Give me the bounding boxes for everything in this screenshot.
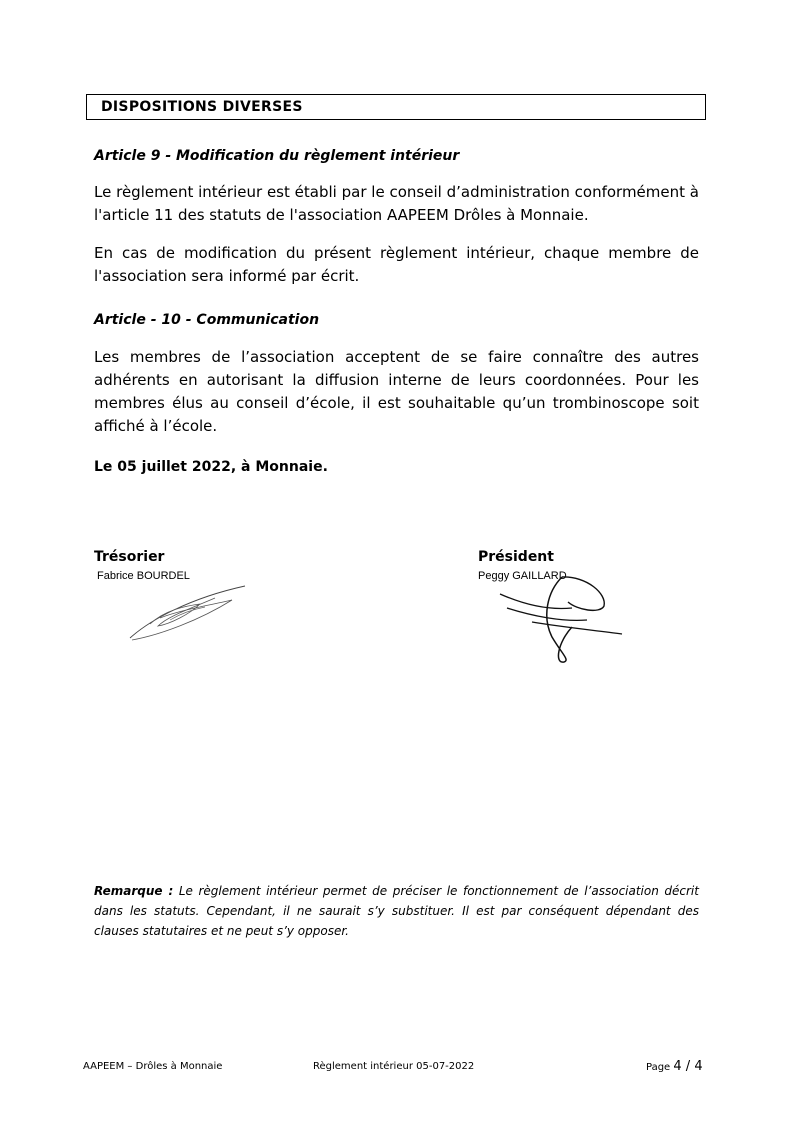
treasurer-role: Trésorier: [94, 549, 165, 565]
footer-center: Règlement intérieur 05-07-2022: [313, 1061, 475, 1072]
president-role: Président: [478, 549, 554, 565]
treasurer-name: Fabrice BOURDEL: [97, 570, 190, 582]
article-9-paragraph-1: Le règlement intérieur est établi par le conseil d’administration conformément à l'article 11 des statuts de l'association AAPEEM Drôles à Monnaie.: [94, 183, 699, 224]
remark-note: [94, 881, 699, 941]
footer-left: AAPEEM – Drôles à Monnaie: [83, 1061, 223, 1072]
remark-text: Le règlement intérieur permet de préciser le fonctionnement de l’association décrit dans les statuts. Cependant, il ne saurait s’y substituer. Il est par conséquent dépendant des clauses statutaires et ne peut s’y opposer.: [94, 884, 699, 938]
section-header: [86, 94, 706, 120]
footer-page: [646, 1059, 703, 1074]
footer-page-number: 4 / 4: [673, 1059, 703, 1074]
article-10-paragraph: Les membres de l’association acceptent de se faire connaître des autres adhérents en autorisant la diffusion interne de leurs coordonnées. Pour les membres élus au conseil d’école, il est souhaitable qu’un trombinoscope soit affiché à l’école.: [94, 348, 699, 435]
president-signature: [492, 572, 627, 667]
article-9-title: Article 9 - Modification du règlement intérieur: [94, 148, 460, 164]
date-place-line: Le 05 juillet 2022, à Monnaie.: [94, 459, 328, 475]
remark-label: Remarque :: [94, 884, 174, 898]
treasurer-signature: [120, 580, 255, 645]
section-title: DISPOSITIONS DIVERSES: [101, 99, 303, 115]
president-name: Peggy GAILLARD: [478, 570, 567, 582]
footer-page-label: Page: [646, 1062, 671, 1073]
article-10-title: Article - 10 - Communication: [94, 312, 320, 328]
article-9-paragraph-2: En cas de modification du présent règlement intérieur, chaque membre de l'association sera informé par écrit.: [94, 244, 699, 285]
